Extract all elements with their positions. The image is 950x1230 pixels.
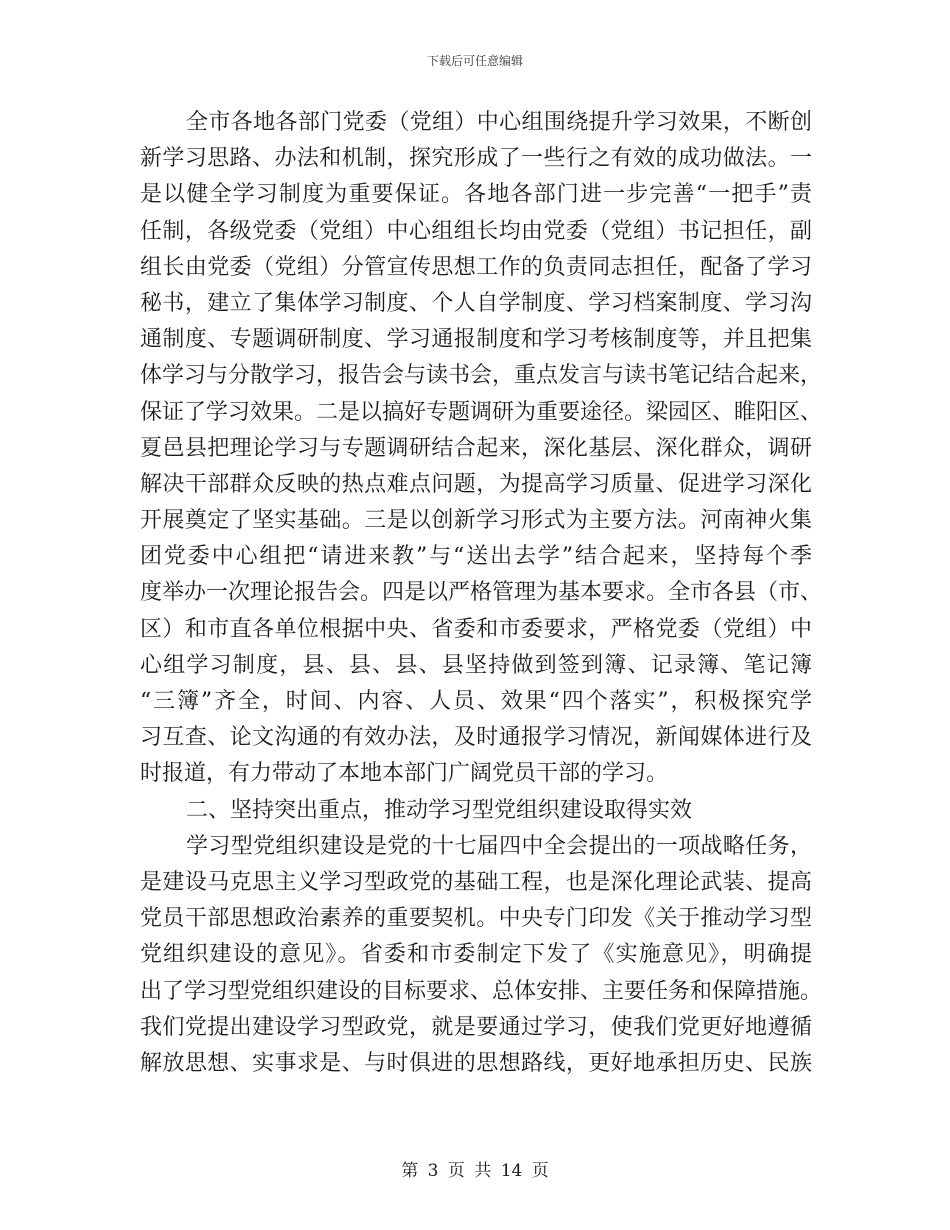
paragraph: [140, 829, 823, 1082]
section-heading-text: 二、坚持突出重点，推动学习型党组织建设取得实效: [186, 797, 693, 823]
text-line: 出了学习型党组织建设的目标要求、总体安排、主要任务和保障措施。: [140, 978, 823, 1004]
text-line: 学习型党组织建设是党的十七届四中全会提出的一项战略任务，: [186, 833, 812, 859]
text-line: 党员干部思想政治素养的重要契机。中央专门印发《关于推动学习型: [140, 906, 812, 932]
text-line: 任制，各级党委（党组）中心组组长均由党委（党组）书记担任，副: [140, 218, 812, 244]
text-line: 度举办一次理论报告会。四是以严格管理为基本要求。全市各县（市、: [140, 580, 823, 606]
text-line: 新学习思路、办法和机制，探究形成了一些行之有效的成功做法。一: [140, 146, 812, 172]
text-line: 是以健全学习制度为重要保证。各地各部门进一步完善“一把手”责: [140, 182, 812, 208]
text-line: 时报道，有力带动了本地本部门广阔党员干部的学习。: [140, 761, 669, 787]
text-line: 党组织建设的意见》。省委和市委制定下发了《实施意见》，明确提: [140, 942, 812, 968]
text-line: 全市各地各部门党委（党组）中心组围绕提升学习效果，不断创: [186, 110, 812, 135]
text-line: “三簿”齐全，时间、内容、人员、效果“四个落实”，积极探究学: [140, 689, 812, 714]
text-line: 我们党提出建设学习型政党，就是要通过学习，使我们党更好地遵循: [140, 1014, 812, 1040]
document-body: [140, 105, 823, 1082]
section-heading: [140, 793, 812, 829]
paragraph: [140, 105, 823, 793]
text-line: 区）和市直各单位根据中央、省委和市委要求，严格党委（党组）中: [140, 616, 812, 642]
text-line: 解决干部群众反映的热点难点问题，为提高学习质量、促进学习深化: [140, 471, 812, 497]
text-line: 解放思想、实事求是、与时俱进的思想路线，更好地承担历史、民族: [140, 1050, 812, 1076]
text-line: 体学习与分散学习，报告会与读书会，重点发言与读书笔记结合起来，: [140, 363, 823, 389]
page-number-footer: 第 3 页 共 14 页: [401, 1161, 549, 1181]
text-line: 保证了学习效果。二是以搞好专题调研为重要途径。梁园区、睢阳区、: [140, 399, 823, 425]
text-line: 心组学习制度，县、县、县、县坚持做到签到簿、记录簿、笔记簿: [140, 652, 812, 678]
text-line: 团党委中心组把“请进来教”与“送出去学”结合起来，坚持每个季: [140, 544, 812, 570]
text-line: 秘书，建立了集体学习制度、个人自学制度、学习档案制度、学习沟: [140, 290, 812, 316]
text-line: 组长由党委（党组）分管宣传思想工作的负责同志担任，配备了学习: [140, 254, 812, 280]
text-line: 开展奠定了坚实基础。三是以创新学习形式为主要方法。河南神火集: [140, 508, 812, 534]
page-header: 下载后可任意编辑: [426, 54, 523, 68]
text-line: 是建设马克思主义学习型政党的基础工程，也是深化理论武装、提高: [140, 869, 812, 895]
text-line: 夏邑县把理论学习与专题调研结合起来，深化基层、深化群众，调研: [140, 435, 812, 461]
text-line: 通制度、专题调研制度、学习通报制度和学习考核制度等，并且把集: [140, 327, 812, 353]
text-line: 习互查、论文沟通的有效办法，及时通报学习情况，新闻媒体进行及: [140, 725, 812, 751]
